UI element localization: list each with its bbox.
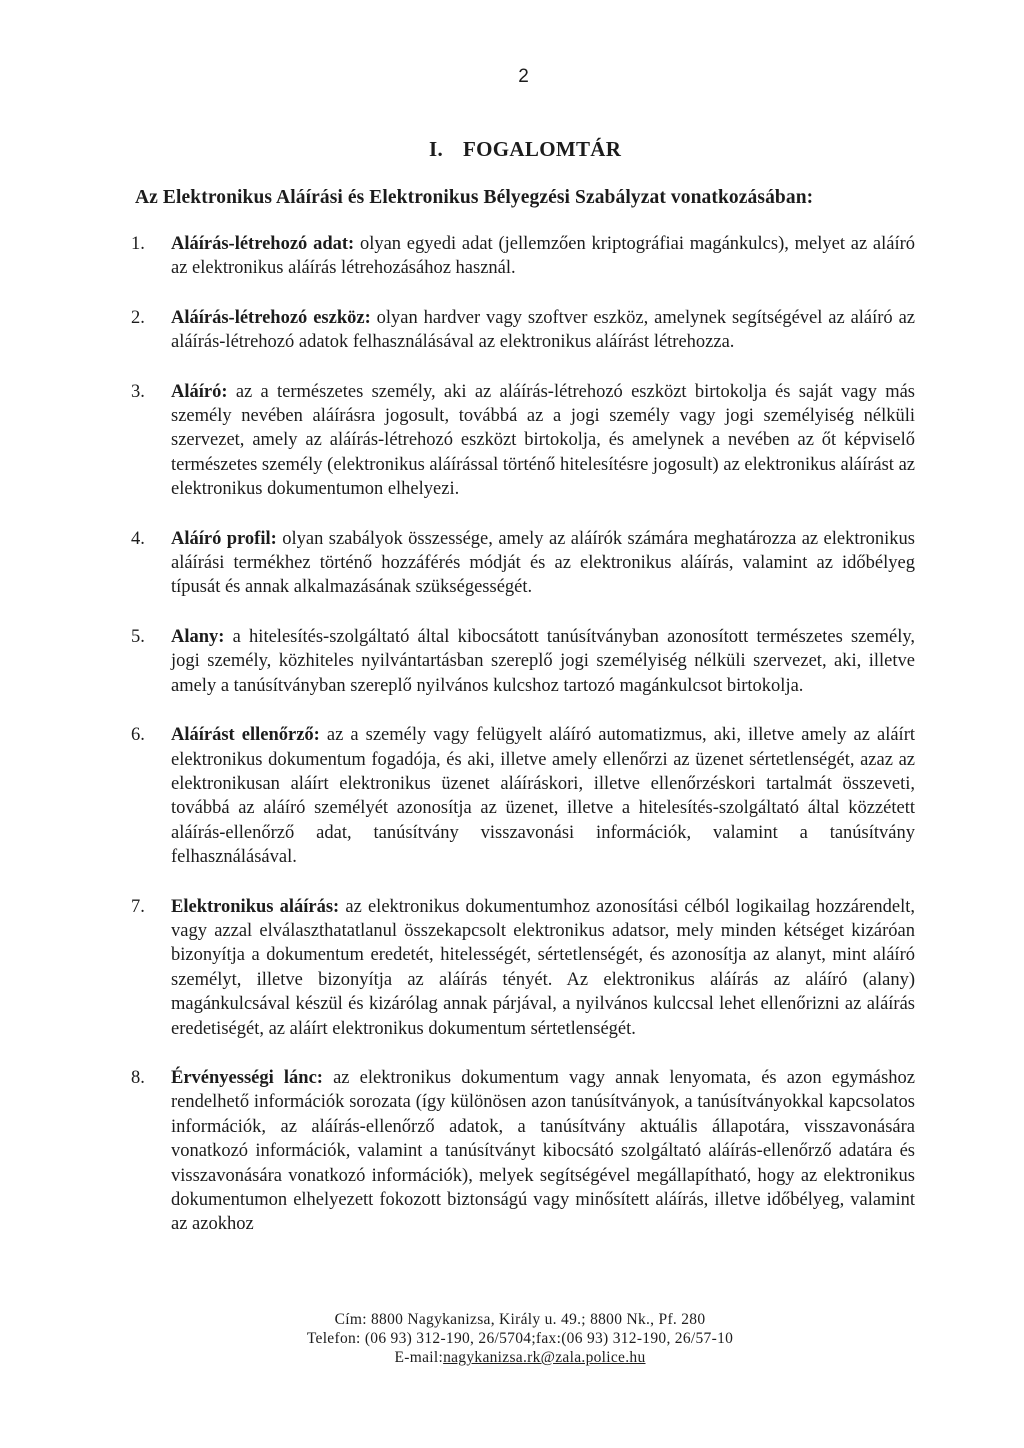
- definition-body: [171, 1066, 915, 1237]
- footer-email-line: [0, 1348, 1024, 1367]
- definition-body: [171, 232, 915, 281]
- definition-text: az a természetes személy, aki az aláírás-létrehozó eszközt birtokolja és saját vagy más személy nevében aláírásra jogosult, továbbá az a jogi személy vagy jogi személyiség nélküli szervezet, amely az aláírás-létrehozó eszközt birtokolja, és amelynek a nevében az őt képviselő természetes személy (elektronikus aláírással történő hitelesítésre jogosult) az elektronikus aláírást az elektronikus dokumentumon elhelyezi.: [171, 381, 916, 500]
- definition-text: olyan szabályok összessége, amely az aláírók számára meghatározza az elektronikus aláírási termékhez történő hozzáférés módját és az elektronikus aláírás, valamint az időbélyeg típusát és annak alkalmazásának szükségességét.: [171, 528, 915, 598]
- definition-number: 5.: [131, 626, 145, 647]
- definition-number: 1.: [131, 234, 145, 254]
- definition-item: [131, 527, 921, 600]
- definition-term: Alany:: [171, 626, 225, 647]
- definition-text: a hitelesítés-szolgáltató által kibocsátott tanúsítványban azonosított természetes személy, jogi személy, közhiteles nyilvántartásban szereplő jogi személyiség nélküli szervezet, aki, illetve amely a tanúsítványban szereplő nyilvános kulcshoz tartozó magánkulcsot birtokolja.: [171, 626, 916, 696]
- definition-body: [171, 527, 915, 600]
- definition-item: [131, 1066, 921, 1237]
- definition-term: Elektronikus aláírás:: [171, 896, 340, 917]
- definition-number: 8.: [131, 1067, 145, 1088]
- definition-term: Aláírást ellenőrző:: [171, 725, 320, 746]
- definition-item: [131, 380, 921, 502]
- definition-text: az elektronikus dokumentumhoz azonosítási célból logikailag hozzárendelt, vagy azzal elválaszthatatlanul összekapcsolt elektronikus adatsor, mely minden kétséget kizáróan bizonyítja a dokumentum eredetét, hitelességét, sértetlenségét, és azonosítja az alanyt, mint aláíró személyt, illetve bizonyítja az aláírás tényét. Az elektronikus aláírás az aláíró (alany) magánkulcsával készül és kizárólag annak párjával, a nyilvános kulccsal lehet ellenőrizni az aláírás eredetiségét, az aláírt elektronikus dokumentum sértetlenségét.: [171, 896, 916, 1039]
- definition-body: [171, 306, 915, 355]
- definition-body: [171, 723, 915, 869]
- definition-number: 2.: [131, 307, 145, 328]
- footer-phone: Telefon: (06 93) 312-190, 26/5704;fax:(06 93) 312-190, 26/57-10: [306, 1330, 734, 1347]
- definition-term: Aláírás-létrehozó eszköz:: [171, 307, 371, 328]
- page-footer: [0, 1310, 1024, 1367]
- definitions-list: [131, 232, 921, 1237]
- footer-email-link[interactable]: nagykanizsa.rk@zala.police.hu: [443, 1349, 646, 1366]
- footer-email-label: E-mail:: [394, 1349, 444, 1366]
- definition-term: Aláíró profil:: [171, 528, 277, 549]
- definition-term: Érvényességi lánc:: [171, 1067, 323, 1088]
- section-title: [429, 137, 621, 162]
- definition-text: az elektronikus dokumentum vagy annak lenyomata, és azon egymáshoz rendelhető információk sorozata (így különösen azon tanúsítványok, a tanúsítványokkal kapcsolatos információk, az aláírás-ellenőrző adatok, a tanúsítvány aktuális állapotára, visszavonására vonatkozó információk, valamint a tanúsítványt kibocsátó szolgáltató aláírás-ellenőrző adatára és visszavonására vonatkozó információk), melyek segítségével megállapítható, hogy az elektronikus dokumentumon elhelyezett fokozott biztonságú vagy minősített aláírás, illetve időbélyeg, valamint az azokhoz: [171, 1067, 916, 1235]
- definition-number: 4.: [131, 528, 145, 549]
- definition-number: 6.: [131, 725, 145, 746]
- footer-address: Cím: 8800 Nagykanizsa, Király u. 49.; 8800 Nk., Pf. 280: [334, 1311, 706, 1328]
- definition-term: Aláírás-létrehozó adat:: [171, 234, 355, 254]
- document-subtitle: Az Elektronikus Aláírási és Elektronikus Bélyegzési Szabályzat vonatkozásában:: [135, 187, 814, 208]
- definition-item: [131, 895, 921, 1041]
- definition-body: [171, 380, 915, 502]
- section-roman-numeral: I.: [429, 137, 444, 161]
- definition-body: [171, 895, 915, 1041]
- definition-term: Aláíró:: [171, 381, 228, 402]
- section-title-text: FOGALOMTÁR: [463, 137, 622, 161]
- definition-item: [131, 625, 921, 698]
- definition-number: 7.: [131, 896, 145, 917]
- definition-item: [131, 232, 921, 281]
- definition-text: olyan egyedi adat (jellemzően kriptográfiai magánkulcs), melyet az aláíró az elektronikus aláírás létrehozásához használ.: [171, 234, 916, 279]
- definition-body: [171, 625, 915, 698]
- definition-item: [131, 306, 921, 355]
- page-number: 2: [518, 66, 529, 87]
- definition-text: olyan hardver vagy szoftver eszköz, amelynek segítségével az aláíró az aláírás-létrehozó adatok felhasználásával az elektronikus aláírást létrehozza.: [171, 307, 915, 353]
- definition-item: [131, 723, 921, 869]
- definition-number: 3.: [131, 381, 145, 402]
- definition-text: az a személy vagy felügyelt aláíró automatizmus, aki, illetve amely az aláírt elektronikus dokumentum fogadója, és aki, illetve amely ellenőrzi az üzenet sértetlenségét, azaz az elektronikusan aláírt elektronikus üzenet aláíráskori, illetve ellenőrzéskori tartalmát összeveti, továbbá az aláíró személyét azonosítja az üzenet, illetve a hitelesítés-szolgáltató által közzétett aláírás-ellenőrző adat, tanúsítvány visszavonási információk, valamint a tanúsítvány felhasználásával.: [171, 725, 916, 868]
